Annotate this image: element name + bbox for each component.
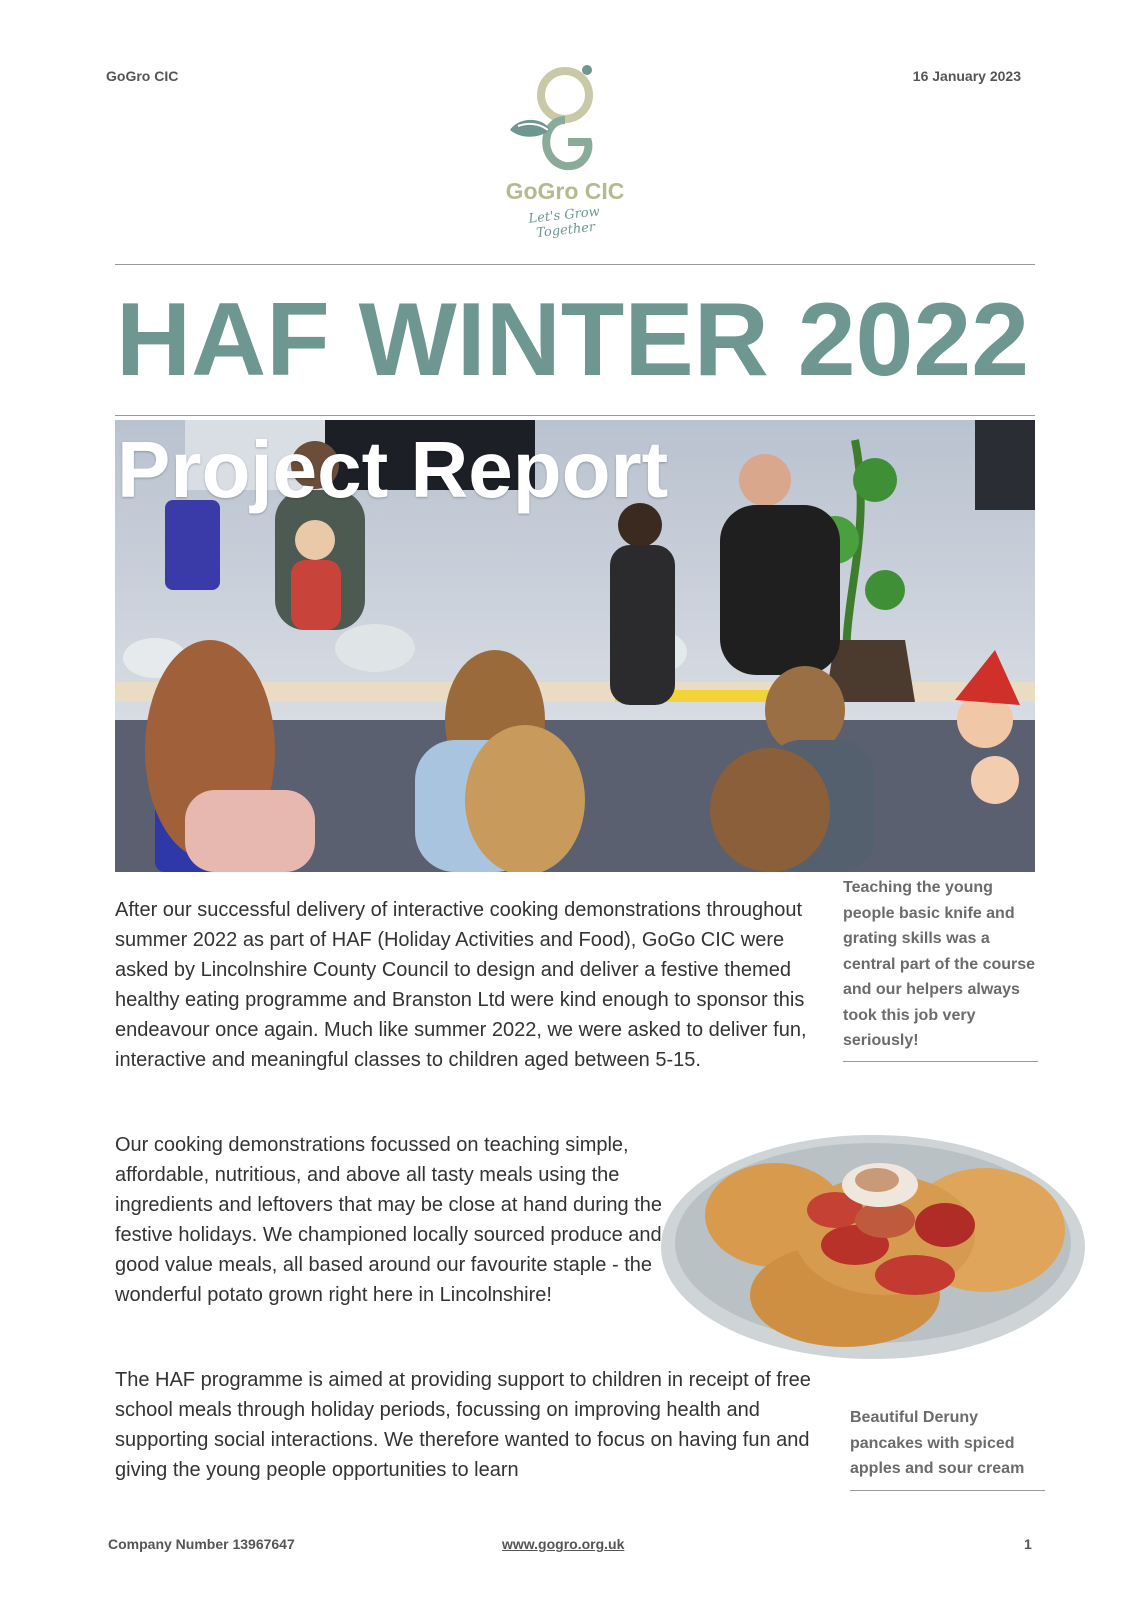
food-caption-rule [850, 1490, 1045, 1491]
pancakes-photo [655, 1125, 1090, 1365]
hero-photo [115, 420, 1035, 872]
title-divider [115, 415, 1035, 416]
logo-tagline: Let's Grow Together [527, 204, 601, 242]
footer-page-number: 1 [1024, 1536, 1032, 1552]
hero-caption: Teaching the young people basic knife and grating skills was a central part of the course and our helpers always took this job very seriously! [843, 879, 1036, 1049]
hero-caption-rule [843, 1061, 1038, 1062]
logo-wordmark: GoGro CIC [505, 178, 625, 204]
paragraph-intro: After our successful delivery of interactive cooking demonstrations throughout summer 2022 as part of HAF (Holiday Activities and Food), GoGo CIC were asked by Lincolnshire County Council to design and deliver a festive themed healthy eating programme and Branston Ltd were kind enough to sponsor this endeavour once again. Much like summer 2022, we were asked to deliver fun, interactive and meaningful classes to children aged between 5-15. [115, 899, 807, 1071]
header-divider [115, 264, 1035, 265]
header-org-name: GoGro CIC [106, 68, 179, 84]
footer-website-link[interactable]: www.gogro.org.uk [502, 1536, 625, 1552]
footer-company-number: Company Number 13967647 [108, 1536, 295, 1552]
hero-overlay-title: Project Report [117, 425, 669, 514]
page-title: HAF WINTER 2022 [116, 282, 1030, 398]
header-date: 16 January 2023 [912, 68, 1021, 84]
paragraph-demonstrations: Our cooking demonstrations focussed on teaching simple, affordable, nutritious, and above all tasty meals using the ingredients and leftovers that may be close at hand during the festive holidays. We championed locally sourced produce and good value meals, all based around our favourite staple - the wonderful potato grown right here in Lincolnshire! [115, 1134, 663, 1306]
gogro-logo [490, 60, 640, 240]
paragraph-haf-programme: The HAF programme is aimed at providing support to children in receipt of free school meals through holiday periods, focussing on improving health and supporting social interactions. We therefore wanted to focus on having fun and giving the young people opportunities to learn [115, 1369, 811, 1481]
food-caption: Beautiful Deruny pancakes with spiced apples and sour cream [850, 1409, 1025, 1477]
food-photo [655, 1125, 1090, 1365]
